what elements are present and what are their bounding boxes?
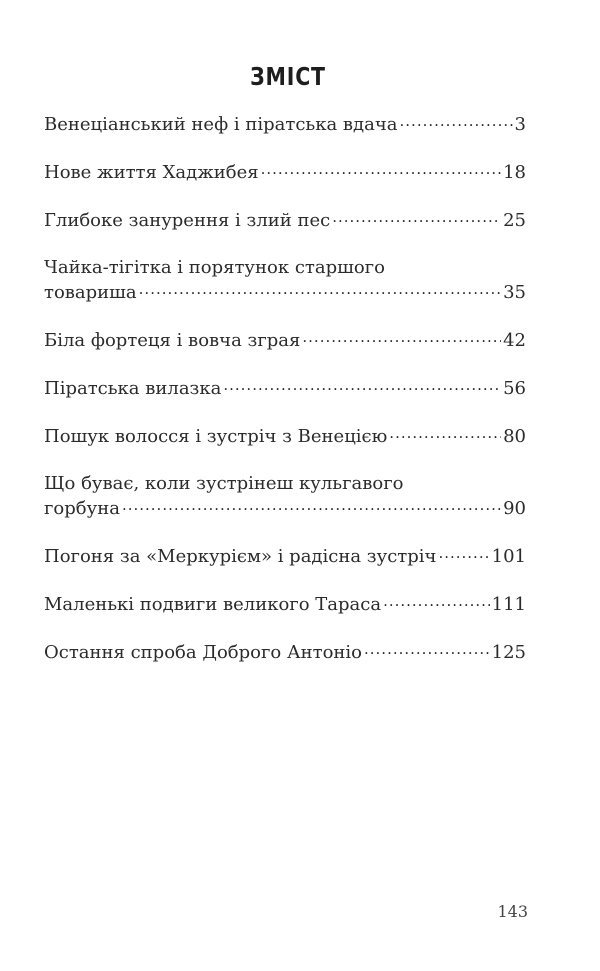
toc-entry-title-line: горбуна bbox=[44, 498, 120, 519]
dot-leader bbox=[383, 592, 490, 610]
toc-entry-title: Маленькі подвиги великого Тараса bbox=[44, 594, 382, 615]
toc-entry-title: Нове життя Хаджибея bbox=[44, 162, 259, 183]
dot-leader bbox=[139, 280, 501, 298]
dot-leader bbox=[261, 160, 501, 178]
toc-entry-title: Глибоке занурення і злий пес bbox=[44, 210, 331, 231]
toc-entry bbox=[44, 544, 526, 569]
toc-entry-page: 125 bbox=[491, 642, 526, 663]
toc-entry-page: 18 bbox=[503, 162, 526, 183]
toc-entry bbox=[44, 472, 526, 521]
toc-entry bbox=[44, 376, 526, 401]
toc-entry bbox=[44, 328, 526, 353]
toc-entry-title-line: товариша bbox=[44, 282, 137, 303]
toc-entry-page: 3 bbox=[514, 114, 526, 135]
toc-entry-page: 80 bbox=[503, 426, 526, 447]
page-number: 143 bbox=[497, 902, 528, 921]
dot-leader bbox=[400, 112, 513, 130]
toc-entry bbox=[44, 208, 526, 233]
toc-entry bbox=[44, 640, 526, 665]
contents-heading: ЗМІСТ bbox=[250, 62, 326, 91]
dot-leader bbox=[122, 496, 501, 514]
toc-entry-page: 101 bbox=[491, 546, 526, 567]
toc-entry bbox=[44, 160, 526, 185]
dot-leader bbox=[364, 640, 490, 658]
toc-entry-page: 56 bbox=[503, 378, 526, 399]
toc-entry-page: 90 bbox=[503, 498, 526, 519]
toc-entry-title: Піратська вилазка bbox=[44, 378, 222, 399]
toc-entry-page: 25 bbox=[503, 210, 526, 231]
dot-leader bbox=[332, 208, 501, 226]
toc-entry-title: Остання спроба Доброго Антоніо bbox=[44, 642, 362, 663]
toc-entry-title: Погоня за «Меркурієм» і радісна зустріч bbox=[44, 546, 437, 567]
toc-entry-title: Пошук волосся і зустріч з Венецією bbox=[44, 426, 388, 447]
toc-entry-title: Біла фортеця і вовча зграя bbox=[44, 330, 301, 351]
dot-leader bbox=[438, 544, 489, 562]
toc-entry bbox=[44, 256, 526, 305]
table-of-contents bbox=[44, 112, 526, 688]
toc-entry-title: Венеціанський неф і піратська вдача bbox=[44, 114, 398, 135]
dot-leader bbox=[389, 424, 501, 442]
dot-leader bbox=[223, 376, 501, 394]
toc-entry bbox=[44, 424, 526, 449]
toc-entry bbox=[44, 592, 526, 617]
toc-entry bbox=[44, 112, 526, 137]
toc-entry-page: 111 bbox=[491, 594, 526, 615]
toc-entry-page: 42 bbox=[503, 330, 526, 351]
toc-entry-title-line: Що буває, коли зустрінеш кульгавого bbox=[44, 473, 404, 494]
toc-entry-page: 35 bbox=[503, 282, 526, 303]
toc-entry-title-line: Чайка-тігітка і порятунок старшого bbox=[44, 257, 385, 278]
dot-leader bbox=[302, 328, 501, 346]
